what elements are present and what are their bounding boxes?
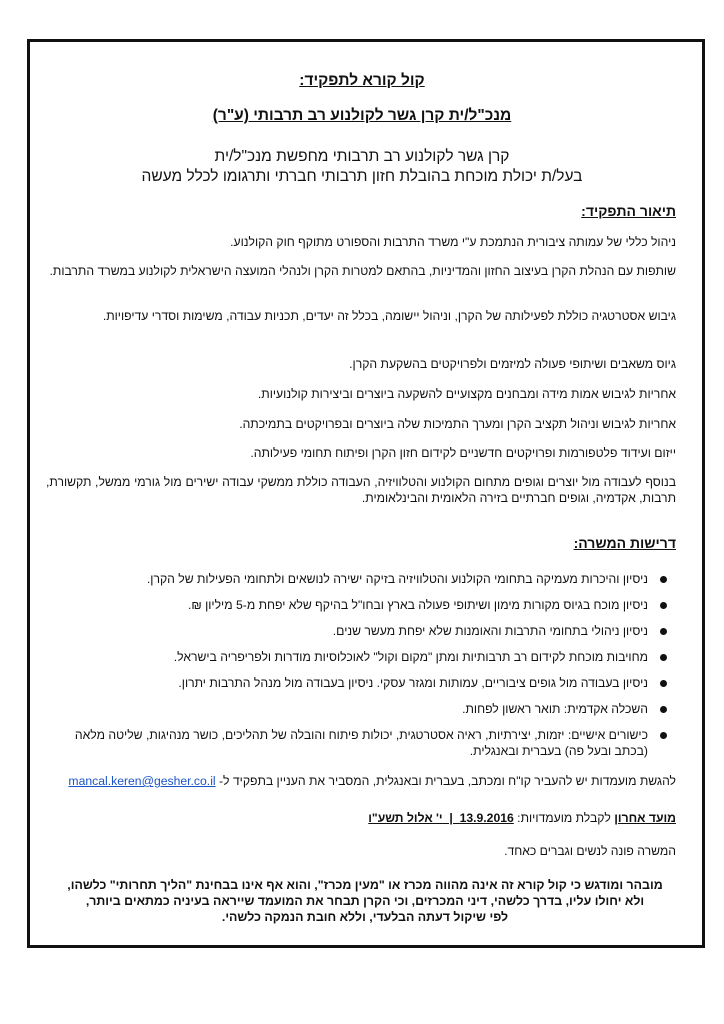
disclaimer-line: ולא יחולו עליו, בדרך כלשהי, דיני המכרזים, וכי הקרן תבחר את המועמד שייראה בעיניה כמתאים ביותר, bbox=[85, 894, 645, 908]
deadline-separator: | bbox=[442, 811, 460, 825]
deadline bbox=[46, 810, 676, 826]
requirement-item: ניסיון מוכח בגיוס מקורות מימון ושיתופי פעולה בארץ ובחו"ל בהיקף שלא יפחת מ-5 מיליון ₪. bbox=[46, 597, 676, 613]
document-subtitle: מנכ"ל/ית קרן גשר לקולנוע רב תרבותי (ע"ר) bbox=[212, 107, 512, 124]
deadline-dates bbox=[368, 811, 514, 825]
disclaimer-line: לפי שיקול דעתה הבלעדי, וללא חובת הנמקה כלשהי. bbox=[221, 910, 509, 924]
intro-line-1: קרן גשר לקולנוע רב תרבותי מחפשת מנכ"ל/ית bbox=[214, 148, 510, 165]
intro bbox=[40, 147, 684, 187]
requirement-item: ניסיון ניהולי בתחומי התרבות והאומנות שלא יפחת מעשר שנים. bbox=[46, 623, 676, 639]
requirement-item: מחויבות מוכחת לקידום רב תרבותיות ומתן "מקום וקול" לאוכלוסיות מודרות ולפריפריה בישראל. bbox=[46, 649, 676, 665]
deadline-hebrew-date: י' אלול תשע"ו bbox=[368, 811, 443, 825]
requirements-heading: דרישות המשרה: bbox=[573, 535, 676, 551]
job-desc-paragraph: אחריות לגיבוש אמות מידה ומבחנים מקצועיים להשקעה ביוצרים וביצירות קולנועיות. bbox=[257, 387, 676, 401]
job-desc-paragraph: בנוסף לעבודה מול יוצרים וגופים מתחום הקולנוע והטלוויזיה, העבודה כוללת ממשקי עבודה ישירים מול גורמי ממשל, תקשורת, תרבות, אקדמיה, וגופים חברתיים בזירה הלאומית והבינלאומית. bbox=[46, 475, 676, 505]
job-desc-paragraph: גיבוש אסטרטגיה כוללת לפעילותה של הקרן, וניהול יישומה, בכלל זה יעדים, תכניות עבודה, משימות וסדרי עדיפויות. bbox=[102, 309, 676, 323]
intro-line-2: בעל/ת יכולת מוכחת בהובלת חזון תרבותי חברתי ותרגומו לכלל מעשה bbox=[141, 168, 583, 185]
equal-opportunity-note: המשרה פונה לנשים וגברים כאחד. bbox=[504, 844, 676, 858]
deadline-date: 13.9.2016 bbox=[459, 811, 514, 825]
disclaimer bbox=[60, 877, 670, 925]
submission-text: להגשת מועמדות יש להעביר קו"ח ומכתב, בעברית ובאנגלית, המסביר את העניין בתפקיד ל- bbox=[219, 774, 676, 788]
job-desc-paragraph: אחריות לגיבוש וניהול תקציב הקרן ומערך התמיכות שלה ביוצרים ובפרויקטים בתמיכתה. bbox=[239, 417, 676, 431]
deadline-text: לקבלת מועמדויות: bbox=[513, 811, 615, 825]
requirement-item: ניסיון בעבודה מול גופים ציבוריים, עמותות ומגזר עסקי. ניסיון בעבודה מול מנהל התרבות יתרון. bbox=[46, 675, 676, 691]
email-link[interactable]: mancal.keren@gesher.co.il bbox=[68, 774, 216, 788]
requirements-list bbox=[46, 571, 676, 769]
job-description-heading: תיאור התפקיד: bbox=[581, 203, 676, 219]
document-title: קול קורא לתפקיד: bbox=[299, 72, 425, 89]
requirement-item: כישורים אישיים: יזמות, יצירתיות, ראיה אסטרטגית, יכולות פיתוח והובלה של תהליכים, כושר מנהיגות, שליטה מלאה (בכתב ובעל פה) בעברית ובאנגלית. bbox=[46, 727, 676, 759]
submission-instructions bbox=[46, 773, 676, 789]
job-desc-paragraph: גיוס משאבים ושיתופי פעולה למיזמים ולפרויקטים בהשקעת הקרן. bbox=[349, 357, 676, 371]
requirement-item: ניסיון והיכרות מעמיקה בתחומי הקולנוע והטלוויזיה בזיקה ישירה לנושאים ולתחומי הפעילות של הקרן. bbox=[46, 571, 676, 587]
deadline-label: מועד אחרון bbox=[614, 811, 676, 825]
disclaimer-line: מובהר ומודגש כי קול קורא זה אינה מהווה מכרז או "מעין מכרז", והוא אף אינו בבחינת "הליך תחרותי" כלשהו, bbox=[67, 878, 663, 892]
job-desc-paragraph: שותפות עם הנהלת הקרן בעיצוב החזון והמדיניות, בהתאם למטרות הקרן ולנהלי המועצה הישראלית לקולנוע במשרד התרבות. bbox=[49, 264, 676, 278]
job-desc-paragraph: ייזום ועידוד פלטפורמות ופרויקטים חדשניים לקידום חזון הקרן ופיתוח תחומי פעילותה. bbox=[250, 446, 676, 460]
requirement-item: השכלה אקדמית: תואר ראשון לפחות. bbox=[46, 701, 676, 717]
job-desc-paragraph: ניהול כללי של עמותה ציבורית הנתמכת ע"י משרד התרבות והספורט מתוקף חוק הקולנוע. bbox=[230, 235, 676, 249]
